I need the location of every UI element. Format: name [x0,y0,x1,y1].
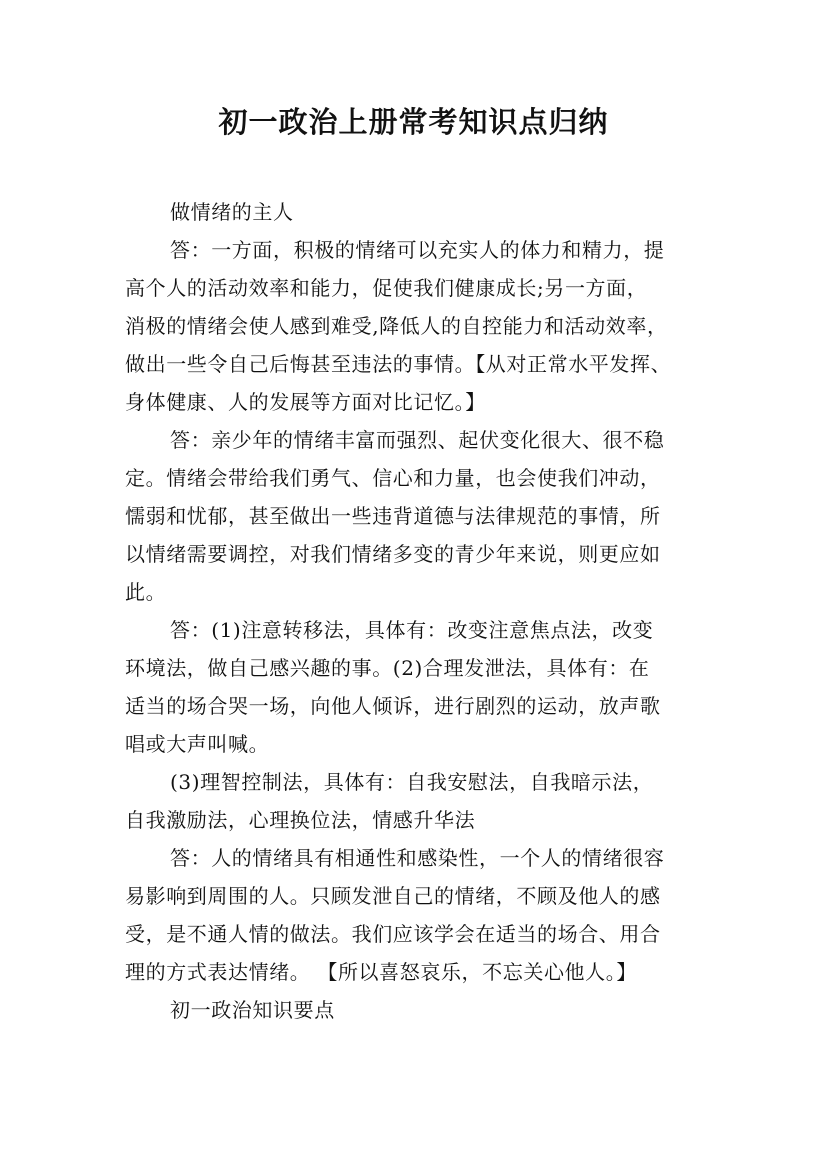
text-line: 适当的场合哭一场，向他人倾诉，进行剧烈的运动，放声歌 [125,694,661,718]
text-line: 做出一些令自己后悔甚至违法的事情。【从对正常水平发挥、 [125,352,672,376]
text-line: 答：人的情绪具有相通性和感染性，一个人的情绪很容 [170,846,665,870]
text-line: 自我激励法，心理换位法，情感升华法 [125,808,476,832]
text-line: 消极的情绪会使人感到难受,降低人的自控能力和活动效率， [125,314,668,338]
text-line: 以情绪需要调控，对我们情绪多变的青少年来说，则更应如 [125,542,661,566]
text-line: 初一政治知识要点 [170,998,335,1022]
text-line: 高个人的活动效率和能力，促使我们健康成长;另一方面， [125,276,648,300]
text-line: 易影响到周围的人。只顾发泄自己的情绪，不顾及他人的感 [125,884,661,908]
text-line: 答：(1)注意转移法，具体有：改变注意焦点法，改变 [170,618,654,642]
text-line: 答：一方面，积极的情绪可以充实人的体力和精力，提 [170,238,665,262]
text-line: 唱或大声叫喊。 [125,732,270,756]
text-line: 定。情绪会带给我们勇气、信心和力量，也会使我们冲动， [125,466,661,490]
text-line: (3)理智控制法，具体有：自我安慰法，自我暗示法， [170,770,654,794]
document-body [125,193,715,1029]
text-line: 答：亲少年的情绪丰富而强烈、起伏变化很大、很不稳 [170,428,665,452]
text-line: 理的方式表达情绪。 【所以喜怒哀乐，不忘关心他人。】 [125,960,637,984]
text-line: 环境法，做自己感兴趣的事。(2)合理发泄法，具体有：在 [125,656,650,680]
text-line: 受，是不通人情的做法。我们应该学会在适当的场合、用合 [125,922,661,946]
text-line: 此。 [125,580,167,604]
text-line: 身体健康、人的发展等方面对比记忆。】 [125,390,486,414]
document-title: 初一政治上册常考知识点归纳 [218,105,609,139]
text-line: 懦弱和忧郁，甚至做出一些违背道德与法律规范的事情，所 [125,504,661,528]
text-line: 做情绪的主人 [170,200,294,224]
